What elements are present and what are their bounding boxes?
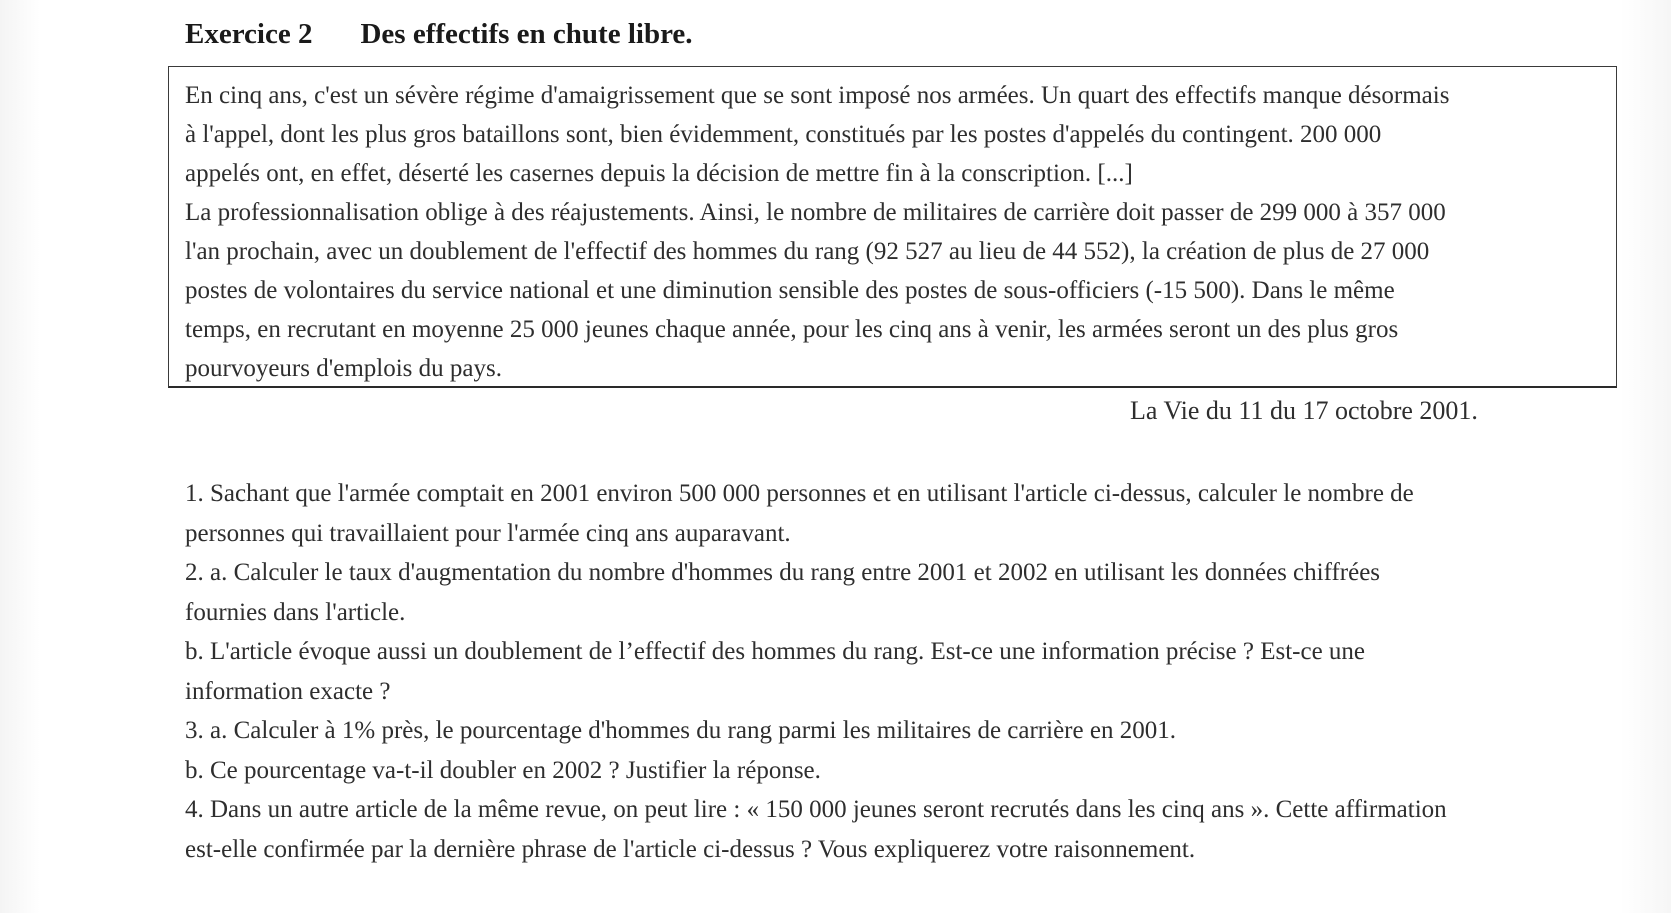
question-line: est-elle confirmée par la dernière phrase de l'article ci-dessus ? Vous expliquerez votre raisonnement. [185, 835, 1196, 863]
question-line: personnes qui travaillaient pour l'armée cinq ans auparavant. [185, 519, 791, 547]
question-line: fournies dans l'article. [185, 598, 406, 626]
question-line: b. L'article évoque aussi un doublement de l’effectif des hommes du rang. Est-ce une information précise ? Est-ce une [185, 638, 1366, 665]
questions-list [185, 474, 1447, 869]
exercise-header [185, 18, 693, 51]
article-line: l'an prochain, avec un doublement de l'effectif des hommes du rang (92 527 au lieu de 44 552), la création de plus de 27 000 [185, 238, 1430, 265]
question-line: 3. a. Calculer à 1% près, le pourcentage d'hommes du rang parmi les militaires de carrière en 2001. [185, 717, 1176, 744]
article-line: appelés ont, en effet, déserté les casernes depuis la décision de mettre fin à la conscription. [...] [185, 160, 1133, 187]
question-line: 1. Sachant que l'armée comptait en 2001 environ 500 000 personnes et en utilisant l'article ci-dessus, calculer le nombre de [185, 480, 1414, 507]
exercise-label: Exercice 2 [185, 18, 313, 50]
article-line: postes de volontaires du service national et une diminution sensible des postes de sous-officiers (-15 500). Dans le même [185, 277, 1395, 304]
exercise-title: Des effectifs en chute libre. [360, 18, 693, 50]
article-line: En cinq ans, c'est un sévère régime d'amaigrissement que se sont imposé nos armées. Un quart des effectifs manque désormais [185, 82, 1450, 109]
article-line: La professionnalisation oblige à des réajustements. Ainsi, le nombre de militaires de carrière doit passer de 299 000 à 357 000 [185, 199, 1446, 226]
article-source: La Vie du 11 du 17 octobre 2001. [1130, 396, 1478, 425]
question-line: b. Ce pourcentage va-t-il doubler en 2002 ? Justifier la réponse. [185, 756, 821, 784]
question-line: information exacte ? [185, 677, 391, 705]
article-excerpt-box [168, 66, 1617, 388]
article-line: à l'appel, dont les plus gros bataillons sont, bien évidemment, constitués par les postes d'appelés du contingent. 200 000 [185, 121, 1382, 148]
question-line: 2. a. Calculer le taux d'augmentation du nombre d'hommes du rang entre 2001 et 2002 en utilisant les données chiffrées [185, 559, 1381, 586]
article-line: pourvoyeurs d'emplois du pays. [185, 355, 502, 382]
question-line: 4. Dans un autre article de la même revue, on peut lire : « 150 000 jeunes seront recrutés dans les cinq ans ». Cette affirmation [185, 796, 1447, 823]
article-line: temps, en recrutant en moyenne 25 000 jeunes chaque année, pour les cinq ans à venir, les armées seront un des plus gros [185, 316, 1399, 343]
